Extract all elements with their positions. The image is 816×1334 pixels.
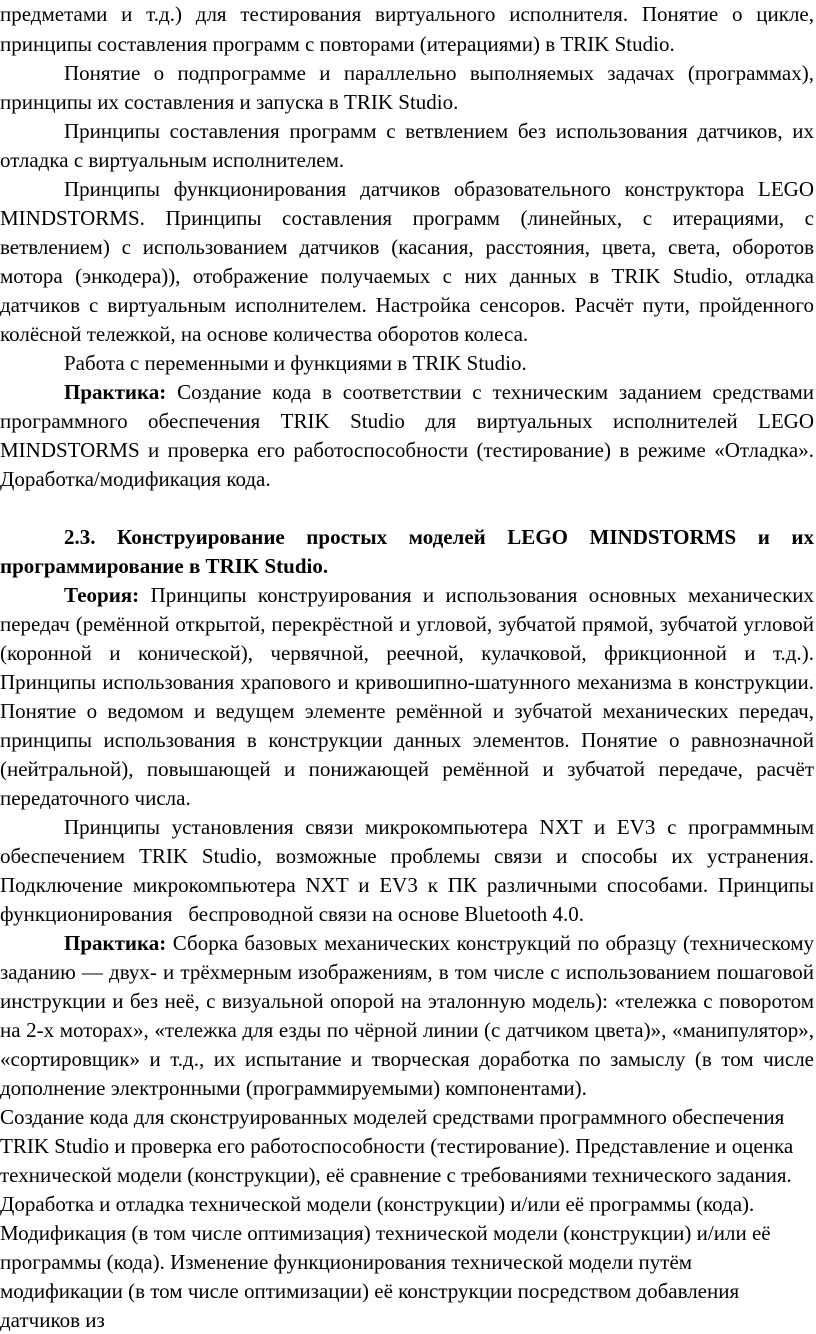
text-line: датчиков из bbox=[0, 1308, 105, 1332]
text-line: программы (кода). Изменение функционирования технической модели путём bbox=[0, 1250, 693, 1274]
section-heading: программирование в TRIK Studio. bbox=[0, 554, 329, 578]
text-line: обеспечением TRIK Studio, возможные проблемы связи и способы их устранения. bbox=[0, 844, 814, 868]
text-line: Модификация (в том числе оптимизация) технической модели (конструкции) и/или её bbox=[0, 1221, 771, 1245]
text-line: Принципы составления программ с ветвлением без использования датчиков, их bbox=[64, 119, 814, 143]
text-line: ветвлением) с использованием датчиков (касания, расстояния, цвета, света, оборотов bbox=[0, 235, 814, 259]
text-line: MINDSTORMS. Принципы составления программ (линейных, с итерациями, с bbox=[0, 206, 814, 230]
text-line: Практика: Создание кода в соответствии с техническим заданием средствами bbox=[64, 380, 814, 404]
text-line: инструкции и без неё, с визуальной опорой на эталонную модель): «тележка с поворотом bbox=[0, 989, 814, 1013]
theory-label: Теория: bbox=[64, 583, 140, 607]
text-line: передаточного числа. bbox=[0, 786, 191, 810]
text-line: предметами и т.д.) для тестирования виртуального исполнителя. Понятие о цикле, bbox=[0, 2, 814, 26]
text-line: Теория: Принципы конструирования и использования основных механических bbox=[64, 583, 814, 607]
text-line: заданию — двух- и трёхмерным изображениям, в том числе с использованием пошаговой bbox=[0, 960, 814, 984]
text-line: Доработка и отладка технической модели (конструкции) и/или её программы (кода). bbox=[0, 1192, 755, 1216]
text-line: Создание кода для сконструированных моделей средствами программного обеспечения bbox=[0, 1105, 785, 1129]
text-line: Доработка/модификация кода. bbox=[0, 467, 271, 491]
text-line: Практика: Сборка базовых механических конструкций по образцу (техническому bbox=[64, 931, 814, 955]
practice-label: Практика: bbox=[64, 380, 167, 404]
text-line: принципы использования в конструкции данных элементов. Понятие о равнозначной bbox=[0, 728, 814, 752]
text-line: Подключение микрокомпьютера NXT и EV3 к ПК различными способами. Принципы bbox=[0, 873, 814, 897]
text-line: функционирования беспроводной связи на основе Bluetooth 4.0. bbox=[0, 902, 584, 926]
text-line: программного обеспечения TRIK Studio для виртуальных исполнителей LEGO bbox=[0, 409, 814, 433]
text-line: Принципы использования храпового и кривошипно-шатунного механизма в конструкции. bbox=[0, 670, 814, 694]
text-line: MINDSTORMS и проверка его работоспособности (тестирование) в режиме «Отладка». bbox=[0, 438, 814, 462]
text-line: «сортировщик» и т.д., их испытание и творческая доработка по замыслу (в том числе bbox=[0, 1047, 814, 1071]
text-line: на 2-х моторах», «тележка для езды по чёрной линии (с датчиком цвета)», «манипулятор», bbox=[0, 1018, 814, 1042]
text-line: (коронной и конической), червячной, реечной, кулачковой, фрикционной и т.д.). bbox=[0, 641, 814, 665]
text-line: колёсной тележкой, на основе количества оборотов колеса. bbox=[0, 322, 529, 346]
text-line: модификации (в том числе оптимизации) её конструкции посредством добавления bbox=[0, 1279, 740, 1303]
text-line: технической модели (конструкции), её сравнение с требованиями технического задания. bbox=[0, 1163, 792, 1187]
section-heading: 2.3. Конструирование простых моделей LEGO MINDSTORMS и их bbox=[64, 525, 814, 549]
text-line: отладка с виртуальным исполнителем. bbox=[0, 148, 345, 172]
text-line: дополнение электронными (программируемыми) компонентами). bbox=[0, 1076, 587, 1100]
text-line: передач (ремённой открытой, перекрёстной и угловой, зубчатой прямой, зубчатой угловой bbox=[0, 612, 814, 636]
text-line: принципы их составления и запуска в TRIK Studio. bbox=[0, 90, 459, 114]
text-line: принципы составления программ с повторами (итерациями) в TRIK Studio. bbox=[0, 32, 675, 56]
text-line: Понятие о ведомом и ведущем элементе ремённой и зубчатой механических передач, bbox=[0, 699, 814, 723]
text-line: (нейтральной), повышающей и понижающей ремённой и зубчатой передаче, расчёт bbox=[0, 757, 814, 781]
text-line: мотора (энкодера)), отображение получаемых с них данных в TRIK Studio, отладка bbox=[0, 264, 814, 288]
text-line: Работа с переменными и функциями в TRIK Studio. bbox=[64, 351, 527, 375]
text-line: Принципы установления связи микрокомпьютера NXT и EV3 с программным bbox=[64, 815, 814, 839]
practice-label: Практика: bbox=[64, 931, 167, 955]
text-line: датчиков с виртуальным исполнителем. Настройка сенсоров. Расчёт пути, пройденного bbox=[0, 293, 814, 317]
text-line: TRIK Studio и проверка его работоспособности (тестирование). Представление и оценка bbox=[0, 1134, 794, 1158]
text-line: Понятие о подпрограмме и параллельно выполняемых задачах (программах), bbox=[64, 61, 814, 85]
text-line: Принципы функционирования датчиков образовательного конструктора LEGO bbox=[64, 177, 814, 201]
